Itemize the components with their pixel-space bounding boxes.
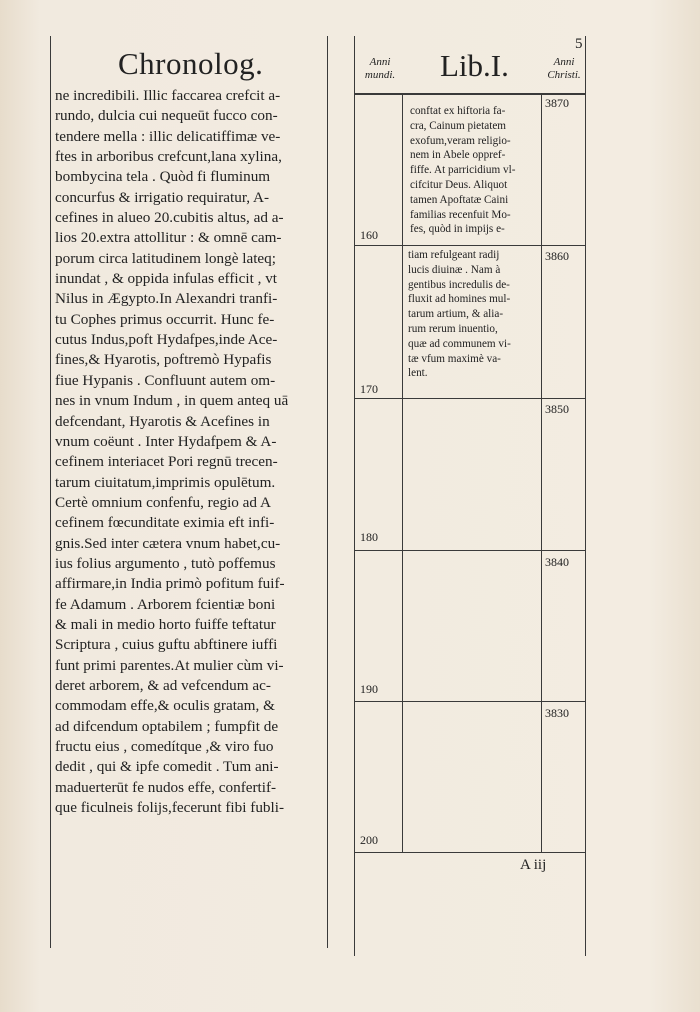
header-anni-mundi bbox=[358, 56, 402, 82]
table-mid-col-right bbox=[541, 94, 542, 852]
right-page-title: Lib.I. bbox=[440, 48, 509, 83]
anni-christi-value: 3860 bbox=[545, 249, 569, 263]
right-outer-right-border bbox=[585, 36, 586, 956]
row-text-line: cifcitur Deus. Aliquot bbox=[410, 178, 508, 191]
row-text-line: cra, Cainum pietatem bbox=[410, 119, 506, 132]
body-line: inundat , & oppida infulas efficit , vt bbox=[55, 270, 278, 288]
row-text-line: fes, quòd in impijs e- bbox=[410, 223, 505, 236]
body-line: tu Cophes primus occurrit. Hunc fe- bbox=[55, 310, 275, 328]
row-text-line: tiam refulgeant radij bbox=[408, 249, 500, 261]
row-text-line: nem in Abele oppref- bbox=[410, 149, 506, 162]
row-text-line: tamen Apoftatæ Caini bbox=[410, 193, 509, 206]
body-line: deret arborem, & ad vefcendum ac- bbox=[55, 676, 271, 694]
left-page-title: Chronolog. bbox=[118, 46, 264, 81]
body-line: cefinem interiacet Pori regnū trecen- bbox=[55, 453, 278, 471]
row-divider bbox=[354, 701, 586, 702]
anni-mundi-value: 170 bbox=[360, 382, 378, 396]
body-line: maduerterūt fe nudos effe, confertif- bbox=[55, 778, 277, 796]
body-line: porum circa latitudinem longè lateq; bbox=[55, 249, 276, 267]
body-line: funt primi parentes.At mulier cùm vi- bbox=[55, 656, 284, 674]
body-line: cefines in alueo 20.cubitis altus, ad a- bbox=[55, 209, 284, 227]
body-line: nes in vnum Indum , in quem anteq uā bbox=[55, 392, 289, 410]
right-outer-left-border bbox=[354, 36, 355, 956]
body-line: & mali in medio horto fuiffe teftatur bbox=[55, 615, 276, 633]
body-line: tarum ciuitatum,imprimis opulētum. bbox=[55, 473, 276, 491]
body-line: ftes in arboribus crefcunt,lana xylina, bbox=[55, 148, 282, 166]
body-line: lios 20.extra attollitur : & omnē cam- bbox=[55, 229, 282, 247]
row-text-line: fluxit ad homines mul- bbox=[408, 293, 511, 306]
body-line: concurfus & irrigatio requiratur, A- bbox=[55, 188, 270, 206]
body-line: vnum coëunt . Inter Hydafpem & A- bbox=[55, 432, 277, 450]
header-anni-christi bbox=[540, 56, 588, 82]
body-line: fiue Hypanis . Confluunt autem om- bbox=[55, 371, 276, 389]
row-divider bbox=[354, 245, 586, 246]
row-text-line: quæ ad communem vi- bbox=[408, 337, 511, 350]
body-line: cefinem fœcunditate eximia eft infi- bbox=[55, 514, 275, 532]
anni-mundi-value: 160 bbox=[360, 228, 378, 242]
body-line: fructu eius , comedítque ,& viro fuo bbox=[55, 738, 274, 755]
body-line: Scriptura , cuius guftu abftinere iuffi bbox=[55, 636, 278, 654]
body-line: Nilus in Ægypto.In Alexandri tranfi- bbox=[55, 290, 278, 308]
row-text-line: gentibus incredulis de- bbox=[408, 278, 510, 291]
row-text-line: lucis diuinæ . Nam à bbox=[408, 263, 501, 276]
body-line: Certè omnium confenfu, regio ad A bbox=[55, 493, 271, 511]
row-text-line: exofum,veram religio- bbox=[410, 134, 511, 147]
body-line: bombycina tela . Quòd fi fluminum bbox=[55, 168, 271, 186]
body-line: fe Adamum . Arborem fcientiæ boni bbox=[55, 595, 276, 613]
row-divider bbox=[354, 550, 586, 551]
body-line: tendere mella : illic delicatiffimæ ve- bbox=[55, 127, 281, 145]
table-mid-col-left bbox=[402, 94, 403, 852]
signature-mark: A iij bbox=[520, 857, 547, 873]
header-anni-christi-line2: Christi. bbox=[547, 69, 581, 81]
body-line: que ficulneis folijs,fecerunt fibi fubli- bbox=[55, 799, 285, 817]
body-line: dedit , qui & ipfe comedit . Tum ani- bbox=[55, 758, 279, 776]
anni-mundi-value: 180 bbox=[360, 530, 378, 544]
anni-christi-value: 3850 bbox=[545, 402, 569, 416]
anni-christi-value: 3840 bbox=[545, 555, 569, 569]
body-line: ius folius argumento , tutò poffemus bbox=[55, 554, 276, 572]
header-anni-christi-line1: Anni bbox=[553, 56, 575, 68]
anni-mundi-value: 190 bbox=[360, 682, 378, 696]
left-body-text bbox=[55, 86, 327, 818]
body-line: affirmare,in India primò pofitum fuif- bbox=[55, 575, 285, 593]
row-text-line: familias recenfuit Mo- bbox=[410, 208, 511, 221]
header-anni-mundi-line2: mundi. bbox=[364, 69, 396, 81]
gutter-border bbox=[327, 36, 328, 948]
body-line: defcendant, Hyarotis & Acefines in bbox=[55, 412, 270, 430]
body-line: gnis.Sed inter cætera vnum habet,cu- bbox=[55, 534, 281, 552]
left-column-border bbox=[50, 36, 51, 948]
table-top-rule bbox=[354, 93, 586, 95]
row-divider bbox=[354, 398, 586, 399]
anni-christi-value: 3830 bbox=[545, 706, 569, 720]
body-line: commodam effe,& oculis gratam, & bbox=[55, 697, 275, 715]
body-line: fines,& Hyarotis, poftremò Hypafis bbox=[55, 351, 272, 369]
page-number: 5 bbox=[575, 36, 583, 52]
row-text-line: fiffe. At parricidium vl- bbox=[410, 164, 516, 177]
row-text-line: lent. bbox=[408, 367, 428, 380]
row-text-line: tarum artium, & alia- bbox=[408, 308, 504, 321]
body-line: rundo, dulcia cui nequeūt fucco con- bbox=[55, 107, 278, 125]
row-text bbox=[410, 104, 515, 237]
row-text-line: rum rerum inuentio, bbox=[408, 322, 498, 335]
anni-mundi-value: 200 bbox=[360, 833, 378, 847]
row-text bbox=[408, 248, 511, 381]
row-text-line: conftat ex hiftoria fa- bbox=[410, 105, 506, 117]
body-line: cutus Indus,poft Hydafpes,inde Ace- bbox=[55, 331, 278, 349]
body-line: ad difcendum optabilem ; fumpfit de bbox=[55, 717, 279, 735]
anni-christi-value: 3870 bbox=[545, 96, 569, 110]
row-text-line: tæ vfum maximè va- bbox=[408, 352, 501, 365]
header-anni-mundi-line1: Anni bbox=[369, 56, 391, 68]
table-bottom-rule bbox=[354, 852, 586, 853]
body-line: ne incredibili. Illic faccarea crefcit a- bbox=[55, 87, 281, 104]
